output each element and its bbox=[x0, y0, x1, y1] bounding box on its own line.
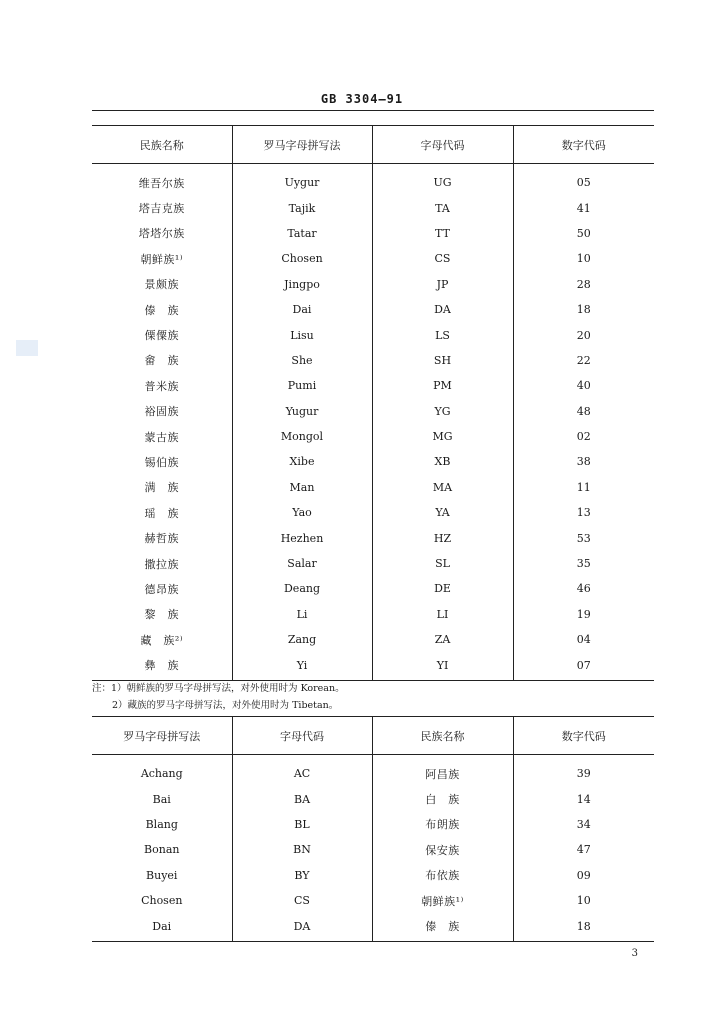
table-row bbox=[92, 475, 654, 500]
roman-spelling-cell: Deang bbox=[232, 576, 372, 601]
letter-code-cell: BN bbox=[232, 837, 372, 862]
ethnic-name-cell: 朝鲜族¹⁾ bbox=[140, 252, 184, 266]
roman-spelling-cell: Buyei bbox=[146, 868, 178, 882]
ethnic-name-cell: 傣 族 bbox=[144, 303, 179, 317]
letter-code-cell: AC bbox=[232, 755, 372, 787]
ethnic-name-cell: 傣 族 bbox=[372, 913, 513, 941]
ethnic-name-cell: 瑶 族 bbox=[144, 506, 179, 520]
ethnic-name-cell: 彝 族 bbox=[92, 652, 232, 680]
numeric-code-cell: 53 bbox=[513, 525, 654, 550]
table-row bbox=[92, 195, 654, 220]
letter-code-cell: CS bbox=[372, 246, 513, 271]
numeric-code-cell: 18 bbox=[513, 297, 654, 322]
table-row bbox=[92, 786, 654, 811]
ethnic-name-cell: 朝鲜族¹⁾ bbox=[372, 888, 513, 913]
roman-spelling-cell: Dai bbox=[232, 297, 372, 322]
ethnic-name-cell: 普米族 bbox=[144, 379, 179, 393]
table-row bbox=[92, 602, 654, 627]
numeric-code-cell: 48 bbox=[513, 399, 654, 424]
numeric-code-cell: 47 bbox=[513, 837, 654, 862]
numeric-code-cell: 10 bbox=[513, 246, 654, 271]
table-row bbox=[92, 525, 654, 550]
table-row bbox=[92, 424, 654, 449]
letter-code-cell: YI bbox=[372, 652, 513, 680]
roman-spelling-cell: Chosen bbox=[141, 894, 183, 908]
letter-code-cell: YA bbox=[372, 500, 513, 525]
roman-spelling-cell: Mongol bbox=[232, 424, 372, 449]
roman-spelling-cell: Pumi bbox=[232, 373, 372, 398]
numeric-code-cell: 50 bbox=[513, 221, 654, 246]
numeric-code-cell: 40 bbox=[513, 373, 654, 398]
ethnic-name-cell: 塔吉克族 bbox=[138, 202, 185, 216]
ethnic-name-cell: 锡伯族 bbox=[144, 455, 179, 469]
ethnic-name-cell: 蒙古族 bbox=[144, 430, 179, 444]
header-rule bbox=[92, 110, 654, 111]
numeric-code-cell: 38 bbox=[513, 449, 654, 474]
roman-spelling-cell: Dai bbox=[92, 913, 232, 941]
table-row bbox=[92, 755, 654, 787]
ethnic-name-cell: 傈僳族 bbox=[144, 329, 179, 343]
ethnic-name-cell: 满 族 bbox=[144, 481, 179, 495]
table-row bbox=[92, 449, 654, 474]
column-header: 字母代码 bbox=[372, 126, 513, 164]
numeric-code-cell: 35 bbox=[513, 551, 654, 576]
numeric-code-cell: 19 bbox=[513, 602, 654, 627]
table-row bbox=[92, 863, 654, 888]
numeric-code-cell: 34 bbox=[513, 812, 654, 837]
footnote-2: 2）藏族的罗马字母拼写法，对外使用时为 Tibetan。 bbox=[112, 700, 339, 711]
roman-spelling-cell: Yugur bbox=[232, 399, 372, 424]
scan-watermark-mark bbox=[16, 340, 38, 356]
ethnic-name-cell: 白 族 bbox=[372, 786, 513, 811]
table-row bbox=[92, 913, 654, 941]
letter-code-cell: LS bbox=[372, 322, 513, 347]
roman-spelling-cell: Hezhen bbox=[232, 525, 372, 550]
column-header: 数字代码 bbox=[513, 717, 654, 755]
ethnic-name-cell: 赫哲族 bbox=[144, 532, 179, 546]
table-row bbox=[92, 164, 654, 196]
ethnic-name-cell: 保安族 bbox=[372, 837, 513, 862]
letter-code-cell: SH bbox=[372, 348, 513, 373]
footnotes bbox=[92, 680, 652, 714]
numeric-code-cell: 41 bbox=[513, 195, 654, 220]
table-row bbox=[92, 812, 654, 837]
letter-code-cell: DE bbox=[372, 576, 513, 601]
numeric-code-cell: 14 bbox=[513, 786, 654, 811]
table-row bbox=[92, 322, 654, 347]
column-header: 字母代码 bbox=[232, 717, 372, 755]
letter-code-cell: DA bbox=[372, 297, 513, 322]
letter-code-cell: TT bbox=[372, 221, 513, 246]
letter-code-cell: YG bbox=[372, 399, 513, 424]
letter-code-cell: JP bbox=[372, 272, 513, 297]
table-row bbox=[92, 399, 654, 424]
ethnic-name-cell: 藏 族²⁾ bbox=[140, 633, 184, 647]
table-row bbox=[92, 500, 654, 525]
table-row bbox=[92, 576, 654, 601]
letter-code-cell: XB bbox=[372, 449, 513, 474]
ethnic-name-cell: 布朗族 bbox=[372, 812, 513, 837]
numeric-code-cell: 02 bbox=[513, 424, 654, 449]
letter-code-cell: MG bbox=[372, 424, 513, 449]
roman-spelling-cell: Lisu bbox=[232, 322, 372, 347]
table-row bbox=[92, 837, 654, 862]
table-row bbox=[92, 297, 654, 322]
letter-code-cell: HZ bbox=[372, 525, 513, 550]
table-header-row bbox=[92, 717, 654, 755]
column-header: 民族名称 bbox=[92, 126, 232, 164]
footnote-1: 注：1）朝鲜族的罗马字母拼写法，对外使用时为 Korean。 bbox=[92, 683, 345, 694]
ethnic-name-cell: 维吾尔族 bbox=[138, 176, 185, 190]
ethnic-name-cell: 撒拉族 bbox=[144, 557, 179, 571]
numeric-code-cell: 04 bbox=[513, 627, 654, 652]
table-row bbox=[92, 221, 654, 246]
roman-spelling-cell: Bai bbox=[152, 792, 171, 806]
letter-code-cell: ZA bbox=[372, 627, 513, 652]
standard-code-header: GB 3304—91 bbox=[320, 92, 404, 106]
table-row bbox=[92, 246, 654, 271]
letter-code-cell: BL bbox=[232, 812, 372, 837]
roman-spelling-cell: Xibe bbox=[232, 449, 372, 474]
column-header: 民族名称 bbox=[372, 717, 513, 755]
table-row bbox=[92, 888, 654, 913]
numeric-code-cell: 13 bbox=[513, 500, 654, 525]
numeric-code-cell: 11 bbox=[513, 475, 654, 500]
table-row bbox=[92, 348, 654, 373]
table-row bbox=[92, 652, 654, 680]
roman-spelling-cell: Tajik bbox=[232, 195, 372, 220]
roman-spelling-cell: Salar bbox=[232, 551, 372, 576]
roman-spelling-cell: Man bbox=[232, 475, 372, 500]
ethnic-codes-table-by-name bbox=[92, 125, 654, 681]
roman-spelling-cell: Achang bbox=[140, 767, 183, 781]
column-header: 罗马字母拼写法 bbox=[92, 717, 232, 755]
roman-spelling-cell: Yao bbox=[232, 500, 372, 525]
ethnic-name-cell: 畲 族 bbox=[144, 354, 179, 368]
roman-spelling-cell: Tatar bbox=[232, 221, 372, 246]
letter-code-cell: BA bbox=[232, 786, 372, 811]
letter-code-cell: CS bbox=[232, 888, 372, 913]
ethnic-name-cell: 布依族 bbox=[372, 863, 513, 888]
numeric-code-cell: 07 bbox=[513, 652, 654, 680]
letter-code-cell: LI bbox=[372, 602, 513, 627]
table-row bbox=[92, 272, 654, 297]
numeric-code-cell: 20 bbox=[513, 322, 654, 347]
ethnic-codes-table-by-roman bbox=[92, 716, 654, 942]
ethnic-name-cell: 德昂族 bbox=[144, 582, 179, 596]
ethnic-name-cell: 阿昌族 bbox=[372, 755, 513, 787]
roman-spelling-cell: Zang bbox=[232, 627, 372, 652]
letter-code-cell: MA bbox=[372, 475, 513, 500]
ethnic-name-cell: 景颇族 bbox=[144, 278, 179, 292]
numeric-code-cell: 28 bbox=[513, 272, 654, 297]
roman-spelling-cell: Bonan bbox=[144, 843, 180, 857]
numeric-code-cell: 46 bbox=[513, 576, 654, 601]
column-header: 罗马字母拼写法 bbox=[232, 126, 372, 164]
ethnic-name-cell: 裕固族 bbox=[144, 405, 179, 419]
letter-code-cell: UG bbox=[372, 164, 513, 196]
column-header: 数字代码 bbox=[513, 126, 654, 164]
numeric-code-cell: 22 bbox=[513, 348, 654, 373]
letter-code-cell: TA bbox=[372, 195, 513, 220]
letter-code-cell: BY bbox=[232, 863, 372, 888]
numeric-code-cell: 05 bbox=[513, 164, 654, 196]
ethnic-name-cell: 黎 族 bbox=[144, 608, 179, 622]
roman-spelling-cell: Uygur bbox=[232, 164, 372, 196]
numeric-code-cell: 09 bbox=[513, 863, 654, 888]
roman-spelling-cell: Yi bbox=[232, 652, 372, 680]
ethnic-name-cell: 塔塔尔族 bbox=[138, 227, 185, 241]
table-header-row bbox=[92, 126, 654, 164]
numeric-code-cell: 10 bbox=[513, 888, 654, 913]
roman-spelling-cell: Li bbox=[232, 602, 372, 627]
roman-spelling-cell: Chosen bbox=[232, 246, 372, 271]
table-row bbox=[92, 627, 654, 652]
numeric-code-cell: 39 bbox=[513, 755, 654, 787]
table-row bbox=[92, 551, 654, 576]
roman-spelling-cell: Jingpo bbox=[232, 272, 372, 297]
roman-spelling-cell: She bbox=[232, 348, 372, 373]
page-number: 3 bbox=[631, 948, 638, 959]
table-row bbox=[92, 373, 654, 398]
roman-spelling-cell: Blang bbox=[145, 817, 178, 831]
letter-code-cell: SL bbox=[372, 551, 513, 576]
letter-code-cell: PM bbox=[372, 373, 513, 398]
numeric-code-cell: 18 bbox=[513, 913, 654, 941]
letter-code-cell: DA bbox=[232, 913, 372, 941]
